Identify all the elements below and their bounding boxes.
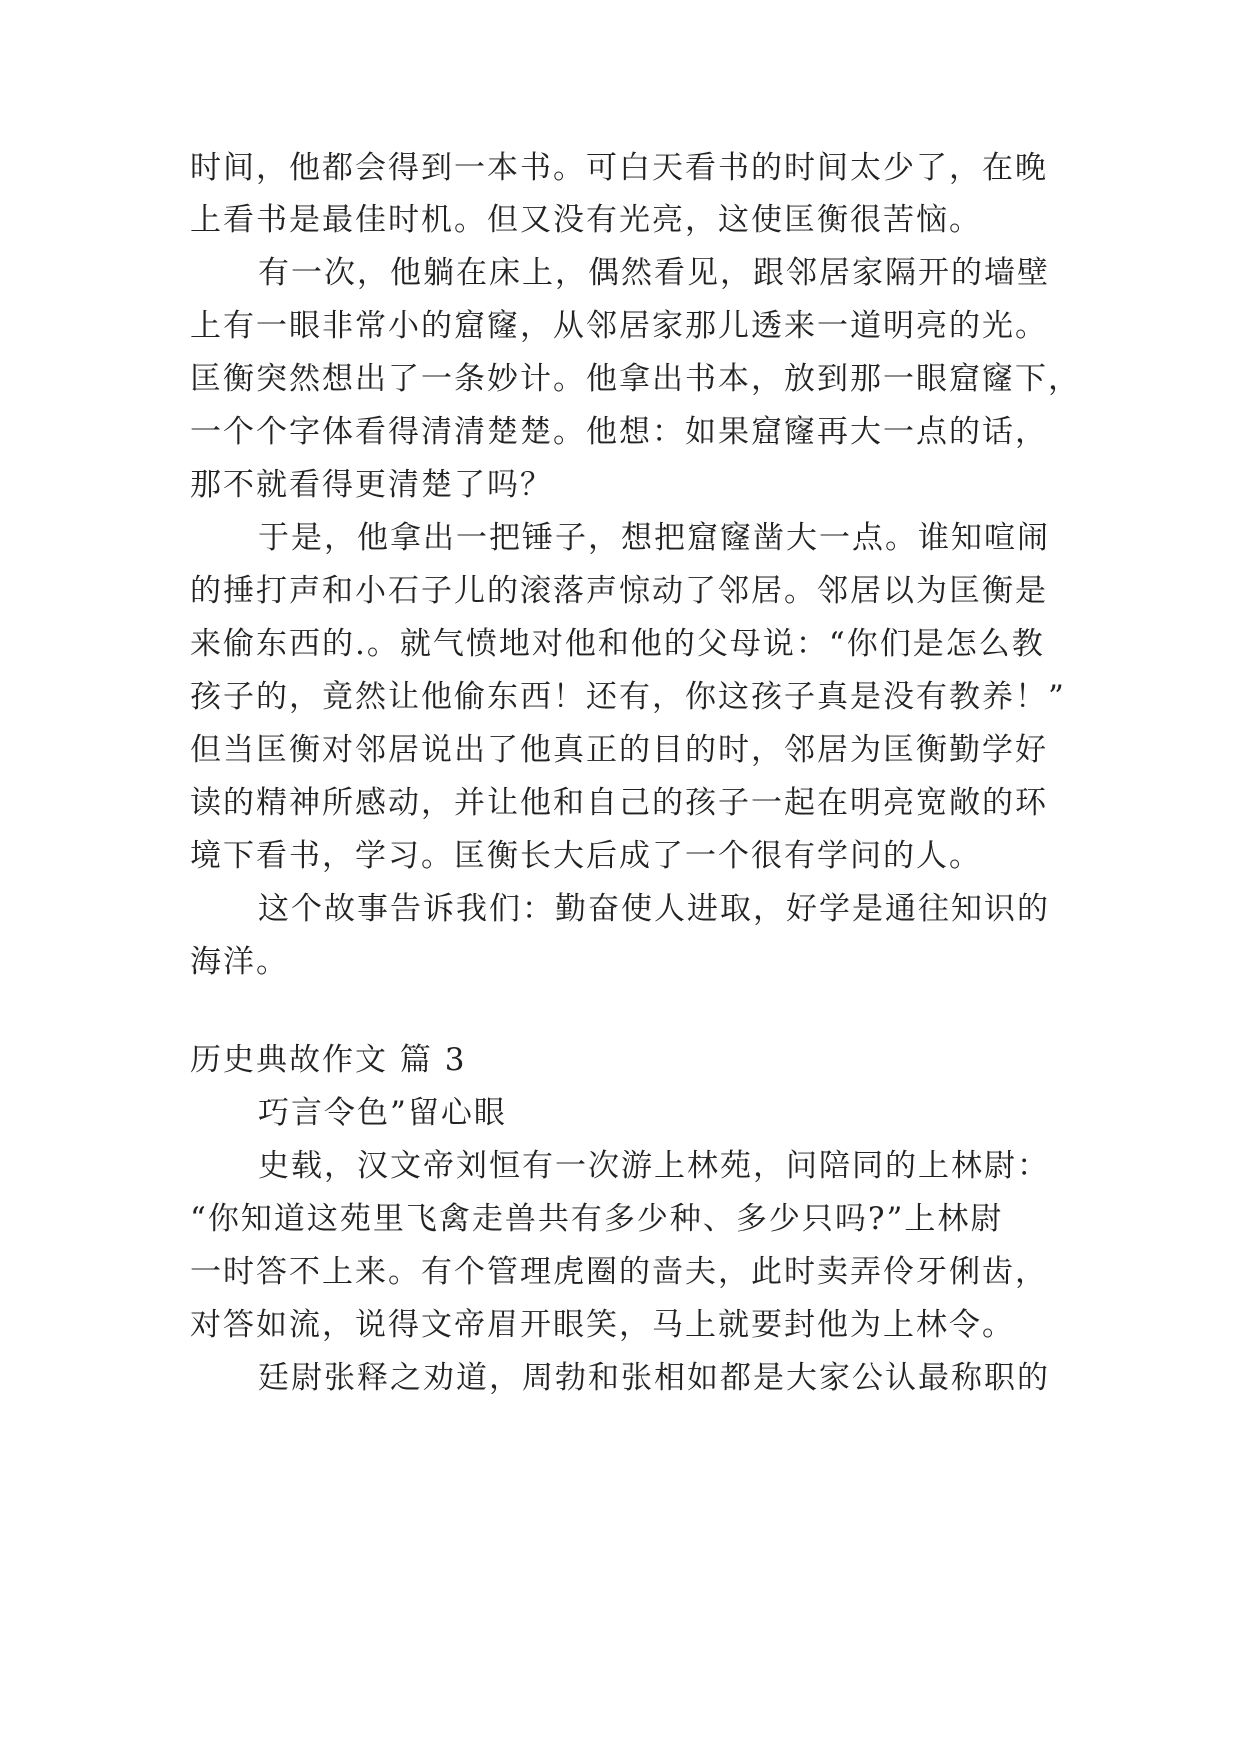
paragraph-line: 一时答不上来。有个管理虎圈的啬夫，此时卖弄伶牙俐齿， [190, 1254, 1048, 1290]
paragraph-line: 那不就看得更清楚了吗？ [190, 467, 553, 503]
paragraph-line: 时间，他都会得到一本书。可白天看书的时间太少了，在晚 [190, 150, 1048, 186]
paragraph-line: 匡衡突然想出了一条妙计。他拿出书本，放到那一眼窟窿下， [190, 361, 1081, 397]
paragraph-line: 廷尉张释之劝道，周勃和张相如都是大家公认最称职的 [258, 1360, 1050, 1396]
paragraph-line: 孩子的，竟然让他偷东西！还有，你这孩子真是没有教养！” [190, 679, 1066, 715]
paragraph-line: 读的精神所感动，并让他和自己的孩子一起在明亮宽敞的环 [190, 785, 1048, 821]
paragraph-line: 这个故事告诉我们：勤奋使人进取，好学是通往知识的 [258, 891, 1050, 927]
paragraph-line: 于是，他拿出一把锤子，想把窟窿凿大一点。谁知喧闹 [258, 520, 1050, 556]
paragraph-line: 上看书是最佳时机。但又没有光亮，这使匡衡很苦恼。 [190, 202, 982, 238]
paragraph-line: 史载，汉文帝刘恒有一次游上林苑，问陪同的上林尉： [258, 1148, 1050, 1184]
section-heading: 历史典故作文 篇 3 [190, 1042, 467, 1078]
paragraph-line: 境下看书，学习。匡衡长大后成了一个很有学问的人。 [190, 838, 982, 874]
paragraph-line: 上有一眼非常小的窟窿，从邻居家那儿透来一道明亮的光。 [190, 308, 1048, 344]
paragraph-line: 一个个字体看得清清楚楚。他想：如果窟窿再大一点的话， [190, 414, 1048, 450]
paragraph-line: 的捶打声和小石子儿的滚落声惊动了邻居。邻居以为匡衡是 [190, 573, 1048, 609]
paragraph-line: 来偷东西的.。就气愤地对他和他的父母说：“你们是怎么教 [190, 626, 1045, 662]
paragraph-line: 有一次，他躺在床上，偶然看见，跟邻居家隔开的墙壁 [258, 255, 1050, 291]
article-title: 巧言令色”留心眼 [258, 1095, 507, 1131]
paragraph-line: 对答如流，说得文帝眉开眼笑，马上就要封他为上林令。 [190, 1307, 1015, 1343]
paragraph-line: 海洋。 [190, 944, 289, 980]
paragraph-line: 但当匡衡对邻居说出了他真正的目的时，邻居为匡衡勤学好 [190, 732, 1048, 768]
paragraph-line: “你知道这苑里飞禽走兽共有多少种、多少只吗?”上林尉 [190, 1201, 1004, 1237]
